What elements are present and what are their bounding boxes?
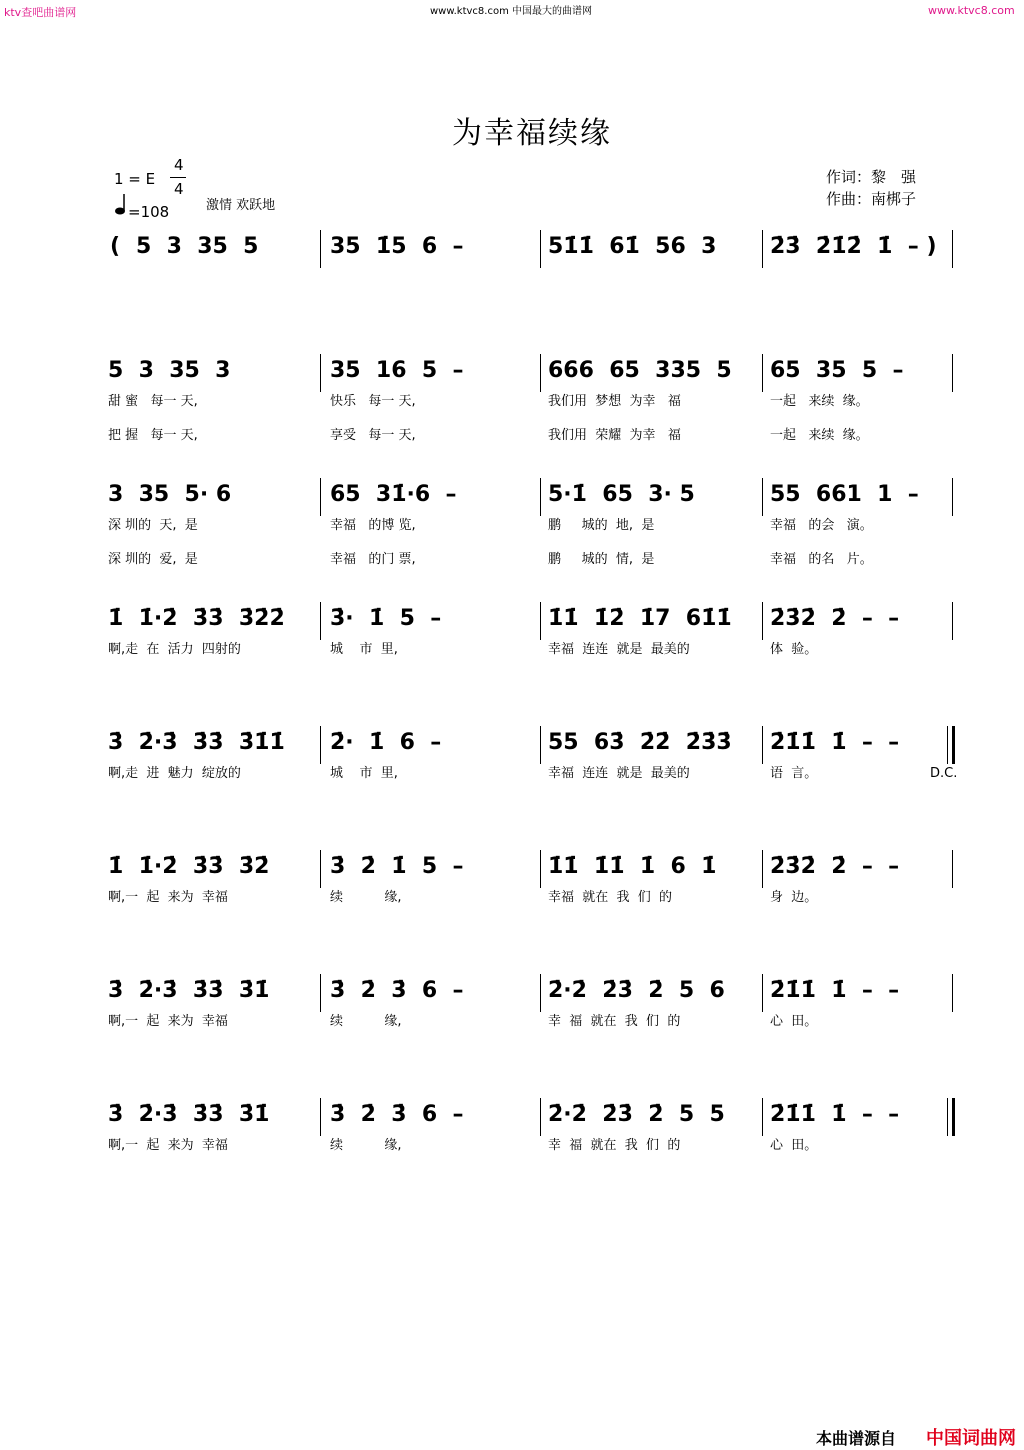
bar-line bbox=[320, 850, 321, 888]
lyric-line: 啊,一 起 来为 幸福 bbox=[108, 1138, 228, 1153]
lyric-line: 续 缘, bbox=[330, 1138, 402, 1153]
lyric-line: 深 圳的 天, 是 bbox=[108, 518, 198, 533]
bar-line bbox=[762, 230, 763, 268]
lyric-line: 幸福 连连 就是 最美的 bbox=[548, 766, 690, 781]
measure-notes: 2̇1̇1̇ 1̇ – – bbox=[770, 978, 900, 1003]
measure-notes: 2̇1̇1̇ 1̇ – – bbox=[770, 730, 900, 755]
bar-line bbox=[762, 602, 763, 640]
footer-source-site[interactable]: 中国词曲网 bbox=[926, 1428, 1016, 1449]
repeat-paren: ( bbox=[110, 234, 121, 259]
lyric-line: 城 市 里, bbox=[330, 766, 398, 781]
footer-source-label: 本曲谱源自 bbox=[816, 1429, 897, 1448]
lyric-line: 深 圳的 爱, 是 bbox=[108, 552, 198, 567]
measure-notes: 2̇3̇2̇ 2̇ – – bbox=[770, 854, 900, 879]
measure-notes: 51̇1̇ 61̇ 56 3 bbox=[548, 234, 717, 259]
bar-line bbox=[762, 850, 763, 888]
key-signature: 1 = E bbox=[114, 170, 156, 188]
lyric-line: 甜 蜜 每一 天, bbox=[108, 394, 198, 409]
measure-notes: 2̇3̇ 2̇1̇2̇ 1̇ – ) bbox=[770, 234, 937, 259]
lyric-line: 啊,一 起 来为 幸福 bbox=[108, 890, 228, 905]
bar-line bbox=[540, 602, 541, 640]
lyric-line: 啊,一 起 来为 幸福 bbox=[108, 1014, 228, 1029]
bar-line bbox=[952, 478, 953, 516]
measure-notes: 65 31̇·6 – bbox=[330, 482, 457, 507]
time-signature-line bbox=[170, 177, 186, 178]
measure-notes: 2̇3̇2̇ 2̇ – – bbox=[770, 606, 900, 631]
bar-line bbox=[952, 850, 953, 888]
bar-line bbox=[762, 354, 763, 392]
bar-line bbox=[540, 230, 541, 268]
measure-notes: 5 3 35 5 bbox=[136, 234, 259, 259]
page-title: 为幸福续缘 bbox=[452, 116, 612, 151]
bar-line bbox=[952, 602, 953, 640]
measure-notes: 3̇ 2̇ 1̇ 5 – bbox=[330, 854, 464, 879]
lyric-line: 幸福 的会 演。 bbox=[770, 518, 873, 533]
measure-notes: 3̇· 1̇ 5 – bbox=[330, 606, 442, 631]
bar-line bbox=[320, 974, 321, 1012]
measure-notes: 3̇ 2̇·3̇ 3̇3̇ 3̇1̇1̇ bbox=[108, 730, 285, 755]
lyric-line: 心 田。 bbox=[770, 1138, 818, 1153]
bar-line bbox=[762, 726, 763, 764]
measure-notes: 1̇ 1̇·2̇ 3̇3̇ 3̇2̇2̇ bbox=[108, 606, 285, 631]
measure-notes: 65 35 5 – bbox=[770, 358, 904, 383]
bar-line bbox=[320, 478, 321, 516]
bar-line bbox=[952, 354, 953, 392]
bar-line-thin bbox=[947, 726, 948, 764]
lyric-line: 续 缘, bbox=[330, 1014, 402, 1029]
bar-line bbox=[952, 974, 953, 1012]
bar-line bbox=[540, 1098, 541, 1136]
measure-notes: 55 661 1 – bbox=[770, 482, 919, 507]
bar-line bbox=[540, 974, 541, 1012]
lyric-line: 幸福 的名 片。 bbox=[770, 552, 873, 567]
lyric-line: 身 边。 bbox=[770, 890, 818, 905]
tempo-marking: =108 bbox=[128, 203, 170, 221]
measure-notes: 666 65 335 5 bbox=[548, 358, 732, 383]
measure-notes: 55 63̇ 2̇2̇ 2̇3̇3̇ bbox=[548, 730, 732, 755]
measure-notes: 2̇· 1̇ 6 – bbox=[330, 730, 442, 755]
site-name-center: www.ktvc8.com 中国最大的曲谱网 bbox=[430, 6, 593, 17]
bar-line bbox=[320, 1098, 321, 1136]
bar-line bbox=[762, 478, 763, 516]
lyric-line: 续 缘, bbox=[330, 890, 402, 905]
measure-notes: 1̇ 1̇·2̇ 3̇3̇ 3̇2̇ bbox=[108, 854, 270, 879]
measure-notes: 3̇ 2̇·3̇ 3̇3̇ 3̇1̇ bbox=[108, 978, 270, 1003]
lyric-line: 语 言。 bbox=[770, 766, 818, 781]
lyric-line: 我们用 荣耀 为幸 福 bbox=[548, 428, 681, 443]
lyric-line: 心 田。 bbox=[770, 1014, 818, 1029]
quarter-note-icon bbox=[114, 192, 128, 216]
measure-notes: 3̇ 2̇·3̇ 3̇3̇ 3̇1̇ bbox=[108, 1102, 270, 1127]
measure-notes: 1̇1̇ 1̇1̇ 1̇ 6 1̇ bbox=[548, 854, 717, 879]
lyric-line: 幸 福 就在 我 们 的 bbox=[548, 1014, 681, 1029]
measure-notes: 2̇·2̇ 2̇3̇ 2̇ 5 5 bbox=[548, 1102, 725, 1127]
bar-line bbox=[952, 230, 953, 268]
measure-notes: 5 3 35 3 bbox=[108, 358, 231, 383]
composer-credit: 作曲：南梆子 bbox=[826, 190, 917, 208]
da-capo-mark: D.C. bbox=[930, 766, 958, 781]
measure-notes: 2̇·2̇ 2̇3̇ 2̇ 5 6 bbox=[548, 978, 725, 1003]
time-signature-bottom: 4 bbox=[174, 180, 184, 198]
lyric-line: 体 验。 bbox=[770, 642, 818, 657]
lyric-line: 鹏 城的 情, 是 bbox=[548, 552, 655, 567]
bar-line bbox=[320, 726, 321, 764]
bar-line-thin bbox=[947, 1098, 948, 1136]
measure-notes: 2̇1̇1̇ 1̇ – – bbox=[770, 1102, 900, 1127]
lyric-line: 幸福 的博 览, bbox=[330, 518, 416, 533]
bar-line bbox=[540, 354, 541, 392]
measure-notes: 3̇ 2̇ 3̇ 6 – bbox=[330, 1102, 464, 1127]
measure-notes: 3̇ 2̇ 3̇ 6 – bbox=[330, 978, 464, 1003]
bar-line bbox=[540, 478, 541, 516]
expression-marking: 激情 欢跃地 bbox=[206, 198, 276, 213]
lyric-line: 一起 来续 缘。 bbox=[770, 394, 869, 409]
measure-notes: 35 16 5 – bbox=[330, 358, 464, 383]
bar-line bbox=[320, 230, 321, 268]
bar-line bbox=[762, 1098, 763, 1136]
lyric-line: 啊,走 进 魅力 绽放的 bbox=[108, 766, 241, 781]
bar-line bbox=[320, 354, 321, 392]
bar-line bbox=[952, 726, 955, 764]
lyric-line: 我们用 梦想 为幸 福 bbox=[548, 394, 681, 409]
lyric-line: 享受 每一 天, bbox=[330, 428, 416, 443]
measure-notes: 1̇1̇ 1̇2̇ 1̇7 61̇1̇ bbox=[548, 606, 732, 631]
lyric-line: 幸福 就在 我 们 的 bbox=[548, 890, 673, 905]
site-name-left: ktv查吧曲谱网 bbox=[4, 6, 77, 19]
lyric-line: 幸福 的门 票, bbox=[330, 552, 416, 567]
lyricist-credit: 作词：黎 强 bbox=[826, 168, 917, 186]
lyric-line: 把 握 每一 天, bbox=[108, 428, 198, 443]
bar-line bbox=[762, 974, 763, 1012]
bar-line bbox=[540, 726, 541, 764]
bar-line bbox=[952, 1098, 955, 1136]
lyric-line: 城 市 里, bbox=[330, 642, 398, 657]
bar-line bbox=[320, 602, 321, 640]
measure-notes: 3 35 5· 6 bbox=[108, 482, 232, 507]
lyric-line: 幸福 连连 就是 最美的 bbox=[548, 642, 690, 657]
lyric-line: 快乐 每一 天, bbox=[330, 394, 416, 409]
lyric-line: 一起 来续 缘。 bbox=[770, 428, 869, 443]
lyric-line: 幸 福 就在 我 们 的 bbox=[548, 1138, 681, 1153]
measure-notes: 35 1̇5 6 – bbox=[330, 234, 464, 259]
bar-line bbox=[540, 850, 541, 888]
time-signature-top: 4 bbox=[174, 156, 184, 174]
site-url-right: www.ktvc8.com bbox=[928, 4, 1015, 17]
measure-notes: 5·1̇ 65 3· 5 bbox=[548, 482, 695, 507]
lyric-line: 鹏 城的 地, 是 bbox=[548, 518, 655, 533]
lyric-line: 啊,走 在 活力 四射的 bbox=[108, 642, 241, 657]
